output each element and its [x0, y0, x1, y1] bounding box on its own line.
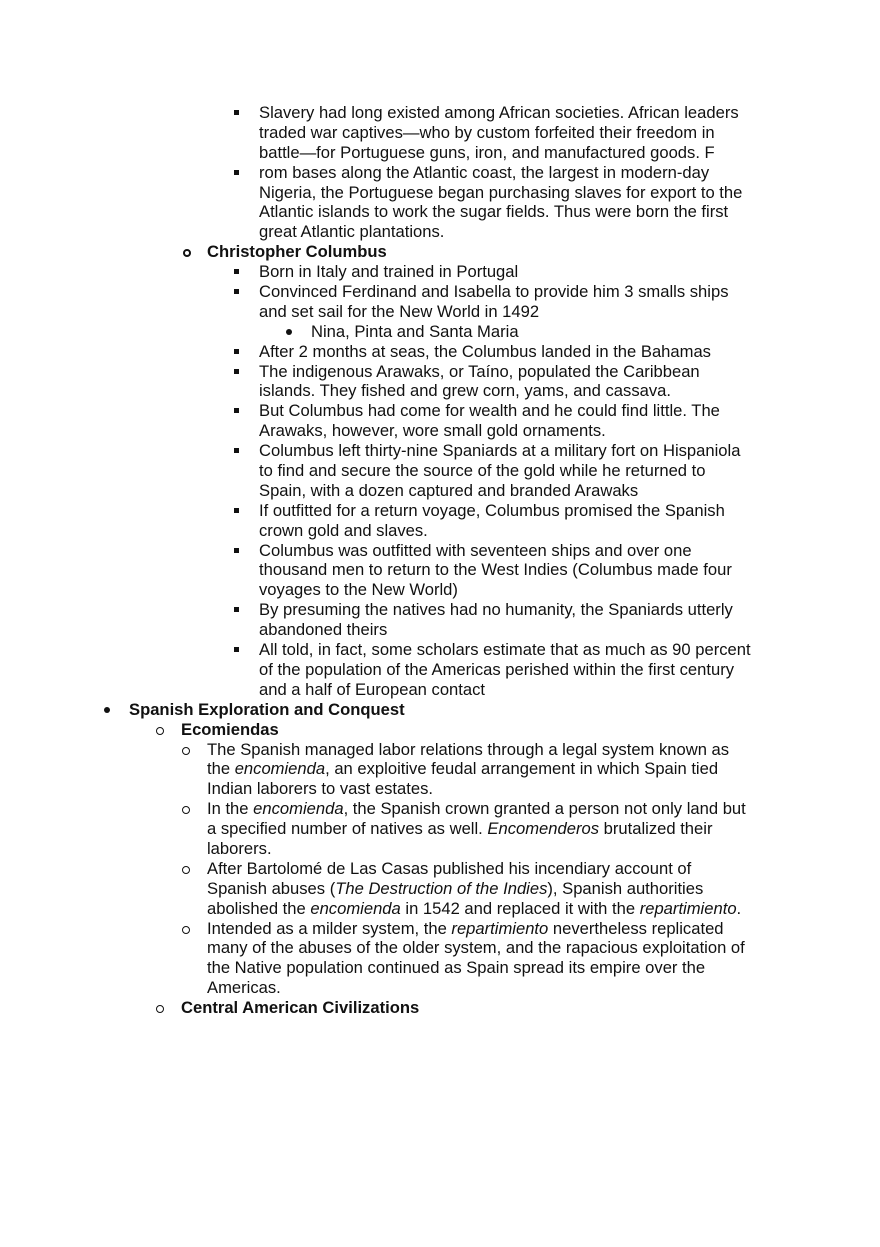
- square-bullet-icon: [234, 269, 239, 274]
- list-item: Columbus was outfitted with seventeen ships and over one: [0, 541, 880, 561]
- square-bullet-icon: [234, 408, 239, 413]
- circle-bullet-icon: [156, 1005, 164, 1013]
- list-item: All told, in fact, some scholars estimate that as much as 90 percent: [0, 640, 880, 660]
- list-item: Columbus left thirty-nine Spaniards at a military fort on Hispaniola: [0, 441, 880, 461]
- list-item: The indigenous Arawaks, or Taíno, populated the Caribbean: [0, 362, 880, 382]
- square-bullet-icon: [234, 369, 239, 374]
- subsection-heading: Ecomiendas: [0, 720, 880, 740]
- square-bullet-icon: [234, 170, 239, 175]
- circle-bullet-icon: [156, 727, 164, 735]
- list-item: The Spanish managed labor relations through a legal system known as: [0, 740, 880, 760]
- list-item: rom bases along the Atlantic coast, the largest in modern-day: [0, 163, 880, 183]
- section-heading: Christopher Columbus: [0, 242, 880, 262]
- square-bullet-icon: [234, 607, 239, 612]
- list-item: Slavery had long existed among African societies. African leaders: [0, 103, 880, 123]
- circle-bullet-icon: [183, 249, 191, 257]
- circle-bullet-icon: [182, 866, 190, 874]
- list-item: Intended as a milder system, the repartimiento nevertheless replicated: [0, 919, 880, 939]
- list-item: But Columbus had come for wealth and he could find little. The: [0, 401, 880, 421]
- list-item: If outfitted for a return voyage, Columbus promised the Spanish: [0, 501, 880, 521]
- circle-bullet-icon: [182, 806, 190, 814]
- square-bullet-icon: [234, 548, 239, 553]
- list-item: Born in Italy and trained in Portugal: [0, 262, 880, 282]
- section-heading: Spanish Exploration and Conquest: [0, 700, 880, 720]
- document-body: Slavery had long existed among African societies. African leaders traded war captives—who by custom forfeited their freedom in battle—for Portuguese guns, iron, and manufactured goods. F rom bases along the Atlantic coast, the largest in modern-day Nigeria, the Portuguese began purchasing slaves for export to the Atlantic islands to work the sugar fields. Thus were born the first great Atlantic plantations. Christopher Columbus Born in Italy and trained in Portugal Convinced Ferdinand and Isabella to provide him 3 smalls ships and set sail for the New World in 1492 Nina, Pinta and Santa Maria After 2 months at seas, the Columbus landed in the Bahamas The indigenous Arawaks, or Taíno, populated the Caribbean islands. They fished and grew corn, yams, and cassava. But Columbus had come for wealth and he could find little. The Arawaks, however, wore small gold ornaments. Columbus left thirty-nine Spaniards at a military fort on Hispaniola to find and secure the source of the gold while he returned to Spain, with a dozen captured and branded Arawaks If outfitted for a return voyage, Columbus promised the Spanish crown gold and slaves. Columbus was outfitted with seventeen ships and over one thousand men to return to the West Indies (Columbus made four voyages to the New World) By presuming the natives had no humanity, the Spaniards utterly abandoned theirs All told, in fact, some scholars estimate that as much as 90 percent of the population of the Americas perished within the first century and a half of European contact Spanish Exploration and Conquest Ecomiendas The Spanish managed labor relations through a legal system known as the encomienda, an exploitive feudal arrangement in which Spain tied Indian laborers to vast estates. In the encomienda, the Spanish crown granted a person not only land but a specified number of natives as well. Encomenderos brutalized their laborers. After Bartolomé de Las Casas published his incendiary account of Spanish abuses (The Destruction of the Indies), Spanish authorities abolished the encomienda in 1542 and replaced it with the repartimiento. Intended as a milder system, the repartimiento nevertheless replicated many of the abuses of the older system, and the rapacious exploitation of the Native population continued as Spain spread its empire over the Americas. Central American Civilizations: [0, 103, 880, 1018]
- square-bullet-icon: [234, 448, 239, 453]
- list-item: After 2 months at seas, the Columbus landed in the Bahamas: [0, 342, 880, 362]
- list-item: By presuming the natives had no humanity, the Spaniards utterly: [0, 600, 880, 620]
- list-item: After Bartolomé de Las Casas published his incendiary account of: [0, 859, 880, 879]
- square-bullet-icon: [234, 647, 239, 652]
- subsection-heading: Central American Civilizations: [0, 998, 880, 1018]
- round-bullet-icon: [286, 329, 292, 335]
- list-item: In the encomienda, the Spanish crown granted a person not only land but: [0, 799, 880, 819]
- square-bullet-icon: [234, 349, 239, 354]
- square-bullet-icon: [234, 110, 239, 115]
- list-item: Nina, Pinta and Santa Maria: [0, 322, 880, 342]
- list-item: Convinced Ferdinand and Isabella to provide him 3 smalls ships: [0, 282, 880, 302]
- square-bullet-icon: [234, 508, 239, 513]
- round-bullet-icon: [104, 707, 110, 713]
- circle-bullet-icon: [182, 926, 190, 934]
- square-bullet-icon: [234, 289, 239, 294]
- circle-bullet-icon: [182, 747, 190, 755]
